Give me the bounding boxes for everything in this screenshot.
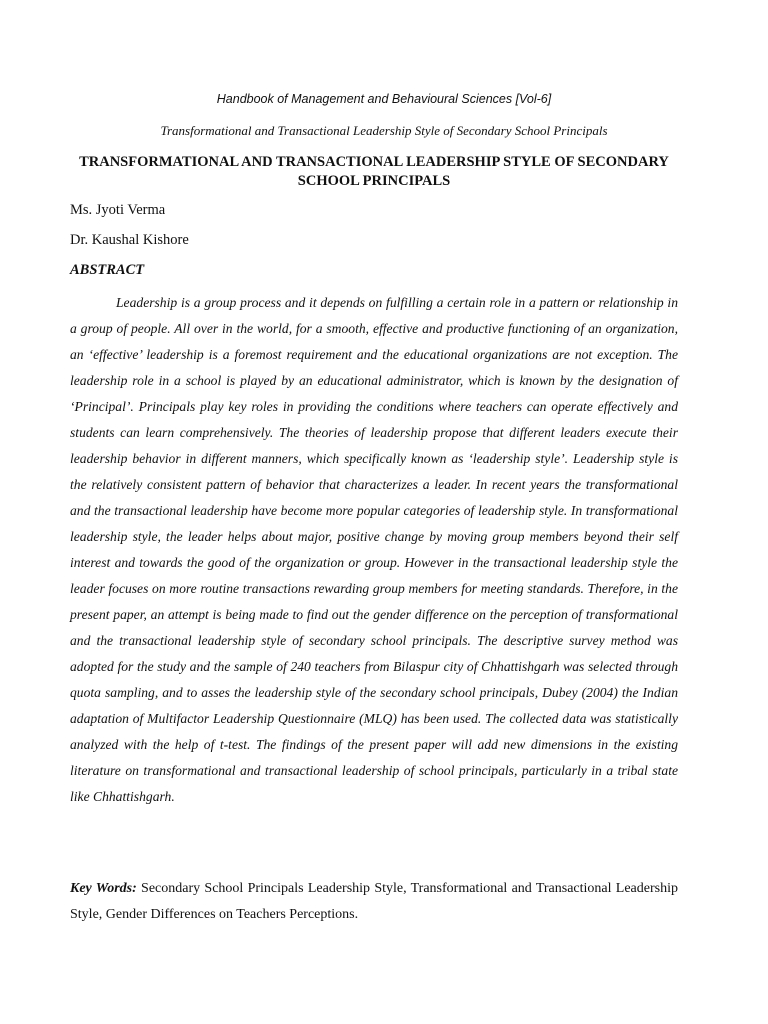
abstract-body: Leadership is a group process and it depends on fulfilling a certain role in a pattern or relationship in a group of people. All over in the world, for a smooth, effective and productive functioning of an organization, an ‘effective’ leadership is a foremost requirement and the educational organizations are not exception. The leadership role in a school is played by an educational administrator, which is known by the designation of ‘Principal’. Principals play key roles in providing the conditions where teachers can operate effectively and students can learn comprehensively. The theories of leadership propose that different leaders execute their leadership behavior in different manners, which specifically known as ‘leadership style’. Leadership style is the relatively consistent pattern of behavior that characterizes a leader. In recent years the transformational and the transactional leadership have become more popular categories of leadership style. In transformational leadership style, the leader helps about major, positive change by moving group members beyond their self interest and towards the good of the organization or group. However in the transactional leadership style the leader focuses on more routine transactions rewarding group members for meeting standards. Therefore, in the present paper, an attempt is being made to find out the gender difference on the perception of transformational and the transactional leadership style of secondary school principals. The descriptive survey method was adopted for the study and the sample of 240 teachers from Bilaspur city of Chhattishgarh was selected through quota sampling, and to asses the leadership style of the secondary school principals, Dubey (2004) the Indian adaptation of Multifactor Leadership Questionnaire (MLQ) has been used. The collected data was statistically analyzed with the help of t-test. The findings of the present paper will add new dimensions in the existing literature on transformational and transactional leadership of school principals, particularly in a tribal state like Chhattishgarh. bbox=[70, 295, 678, 804]
abstract-heading: ABSTRACT bbox=[70, 262, 145, 278]
author-name: Ms. Jyoti Verma bbox=[70, 202, 166, 218]
keywords bbox=[70, 876, 678, 928]
keywords-text: Secondary School Principals Leadership Style, Transformational and Transactional Leadership Style, Gender Differences on Teachers Perceptions. bbox=[70, 881, 678, 922]
running-header: Handbook of Management and Behavioural Sciences [Vol-6] bbox=[216, 92, 552, 106]
running-subheader: Transformational and Transactional Leadership Style of Secondary School Principals bbox=[160, 123, 608, 138]
keywords-label: Key Words: bbox=[70, 881, 137, 896]
author-name: Dr. Kaushal Kishore bbox=[70, 232, 189, 248]
article-title: TRANSFORMATIONAL AND TRANSACTIONAL LEADERSHIP STYLE OF SECONDARY SCHOOL PRINCIPALS bbox=[79, 154, 669, 189]
